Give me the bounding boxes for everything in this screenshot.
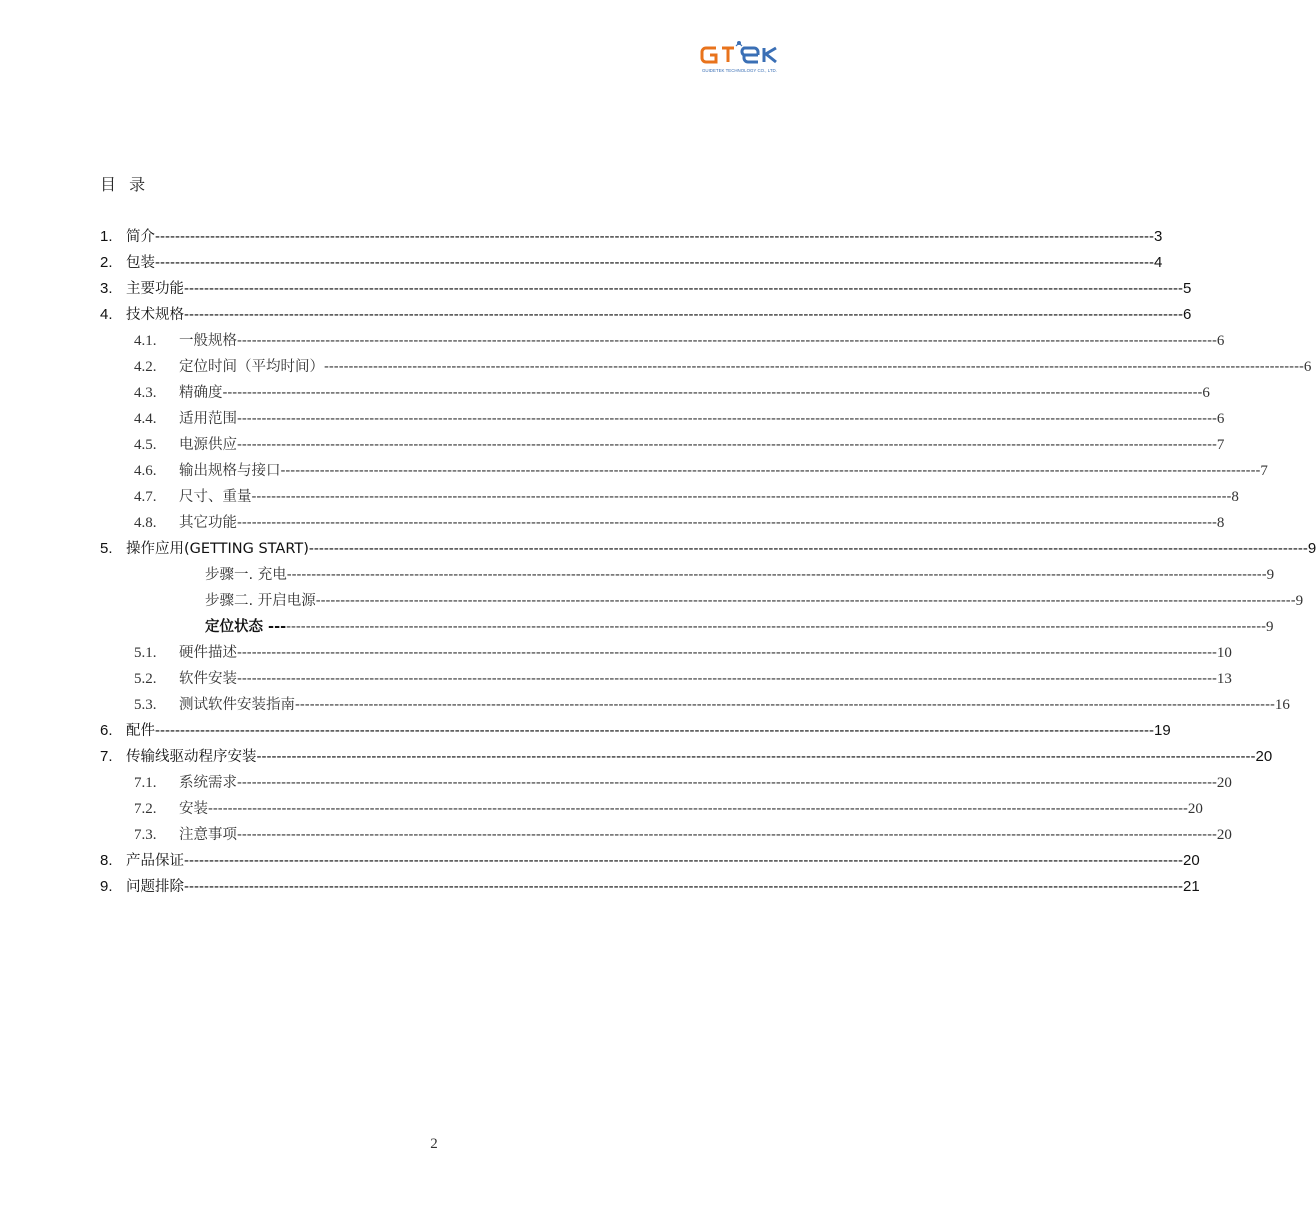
toc-entry-title: 软件安装 xyxy=(179,671,237,687)
toc-entry-title: 产品保证 xyxy=(126,853,184,869)
gtek-logo-icon xyxy=(700,38,800,78)
dot-leader: -------------------------------------------------------------------------------------------------------------------------------------------------------------------------------------------------------- xyxy=(251,489,1232,505)
toc-entry-title: 步骤一. 充电 xyxy=(205,567,287,583)
toc-entry-page: 6 xyxy=(1216,411,1225,427)
dot-leader: -------------------------------------------------------------------------------------------------------------------------------------------------------------------------------------------------------- xyxy=(155,254,1155,271)
toc-entry-title: 安装 xyxy=(179,801,208,817)
toc-entry[interactable] xyxy=(100,458,1268,484)
toc-entry-title: 其它功能 xyxy=(179,515,237,531)
toc-entry-title: 定位时间（平均时间） xyxy=(179,359,324,375)
toc-entry-title: 主要功能 xyxy=(126,281,184,297)
toc-entry-number: 7.2. xyxy=(134,801,157,817)
toc-entry-page: 19 xyxy=(1154,722,1171,739)
toc-entry-number: 4.3. xyxy=(134,385,157,401)
toc-entry-title: 简介 xyxy=(126,229,155,245)
dot-leader: -------------------------------------------------------------------------------------------------------------------------------------------------------------------------------------------------------- xyxy=(237,645,1217,661)
toc-entry-number: 3. xyxy=(100,280,113,297)
page-number: 2 xyxy=(430,1136,438,1152)
toc-entry-title: 一般规格 xyxy=(179,333,237,349)
toc-entry-page: 13 xyxy=(1216,671,1232,687)
toc-entry-number: 6. xyxy=(100,722,113,739)
dot-leader: -------------------------------------------------------------------------------------------------------------------------------------------------------------------------------------------------------- xyxy=(155,228,1155,245)
dot-leader: -------------------------------------------------------------------------------------------------------------------------------------------------------------------------------------------------------- xyxy=(324,359,1304,375)
toc-entry-title: 适用范围 xyxy=(179,411,237,427)
toc-entry[interactable] xyxy=(100,848,1200,874)
toc-entry-number: 4.5. xyxy=(134,437,157,453)
toc-entry[interactable] xyxy=(100,432,1225,458)
toc-entry[interactable] xyxy=(100,302,1192,328)
toc-entry[interactable] xyxy=(100,562,1275,588)
toc-entry-number: 5.2. xyxy=(134,671,157,687)
toc-entry-number: 7.3. xyxy=(134,827,157,843)
toc-entry[interactable] xyxy=(100,588,1304,614)
toc-entry-title: 电源供应 xyxy=(179,437,237,453)
dot-leader: -------------------------------------------------------------------------------------------------------------------------------------------------------------------------------------------------------- xyxy=(208,801,1188,817)
toc-entry-title: 定位状态 --- xyxy=(205,619,287,635)
dot-leader: -------------------------------------------------------------------------------------------------------------------------------------------------------------------------------------------------------- xyxy=(237,333,1217,349)
toc-entry[interactable] xyxy=(100,874,1200,900)
dot-leader: -------------------------------------------------------------------------------------------------------------------------------------------------------------------------------------------------------- xyxy=(237,827,1217,843)
toc-entry[interactable] xyxy=(100,770,1232,796)
dot-leader: -------------------------------------------------------------------------------------------------------------------------------------------------------------------------------------------------------- xyxy=(184,878,1184,895)
toc-entry-page: 7 xyxy=(1216,437,1225,453)
toc-entry-title: 操作应用(GETTING START) xyxy=(126,541,309,557)
toc-entry-title: 配件 xyxy=(126,723,155,739)
toc-entry[interactable] xyxy=(100,614,1274,640)
toc-entry-page: 20 xyxy=(1183,852,1200,869)
toc-entry-page: 6 xyxy=(1216,333,1225,349)
toc-entry-page: 21 xyxy=(1183,878,1200,895)
dot-leader: -------------------------------------------------------------------------------------------------------------------------------------------------------------------------------------------------------- xyxy=(237,411,1217,427)
toc-entry-page: 6 xyxy=(1183,306,1192,323)
dot-leader: -------------------------------------------------------------------------------------------------------------------------------------------------------------------------------------------------------- xyxy=(237,671,1217,687)
dot-leader: -------------------------------------------------------------------------------------------------------------------------------------------------------------------------------------------------------- xyxy=(155,722,1155,739)
toc-entry[interactable] xyxy=(100,822,1232,848)
toc-entry[interactable] xyxy=(100,692,1290,718)
toc-entry-title: 步骤二. 开启电源 xyxy=(205,593,316,609)
company-logo xyxy=(700,38,800,78)
toc-entry[interactable] xyxy=(100,718,1171,744)
toc-entry[interactable] xyxy=(100,354,1312,380)
toc-entry-title: 输出规格与接口 xyxy=(179,463,281,479)
toc-entry-page: 6 xyxy=(1202,385,1210,401)
dot-leader: -------------------------------------------------------------------------------------------------------------------------------------------------------------------------------------------------------- xyxy=(280,463,1261,479)
toc-entry-number: 4.1. xyxy=(134,333,157,349)
toc-entry-page: 9 xyxy=(1266,567,1275,583)
toc-entry-title: 技术规格 xyxy=(126,307,184,323)
toc-entry-page: 8 xyxy=(1231,489,1239,505)
dot-leader: -------------------------------------------------------------------------------------------------------------------------------------------------------------------------------------------------------- xyxy=(256,748,1256,765)
toc-entry-number: 5. xyxy=(100,540,113,557)
toc-entry-page: 20 xyxy=(1187,801,1203,817)
toc-entry[interactable] xyxy=(100,484,1239,510)
toc-entry-number: 4. xyxy=(100,306,113,323)
toc-entry-page: 20 xyxy=(1216,827,1232,843)
dot-leader: -------------------------------------------------------------------------------------------------------------------------------------------------------------------------------------------------------- xyxy=(295,697,1275,713)
toc-title: 目 录 xyxy=(100,175,150,194)
toc-entry-title: 尺寸、重量 xyxy=(179,489,252,505)
toc-entry-title: 问题排除 xyxy=(126,879,184,895)
toc-entry-page: 10 xyxy=(1216,645,1232,661)
toc-entry-number: 5.3. xyxy=(134,697,157,713)
toc-entry[interactable] xyxy=(100,666,1232,692)
dot-leader: -------------------------------------------------------------------------------------------------------------------------------------------------------------------------------------------------------- xyxy=(286,567,1267,583)
toc-entry-number: 2. xyxy=(100,254,113,271)
toc-entry[interactable] xyxy=(100,796,1203,822)
toc-entry-page: 9 xyxy=(1307,540,1316,557)
toc-entry-number: 9. xyxy=(100,878,113,895)
toc-entry-number: 1. xyxy=(100,228,113,245)
toc-entry-title: 系统需求 xyxy=(179,775,237,791)
toc-entry-page: 8 xyxy=(1216,515,1225,531)
dot-leader: -------------------------------------------------------------------------------------------------------------------------------------------------------------------------------------------------------- xyxy=(222,385,1203,401)
svg-text:GUIDETEK TECHNOLOGY CO., LTD.: GUIDETEK TECHNOLOGY CO., LTD. xyxy=(702,68,777,73)
toc-entry-number: 4.4. xyxy=(134,411,157,427)
toc-entry[interactable] xyxy=(100,536,1316,562)
toc-entry[interactable] xyxy=(100,250,1163,276)
toc-entry[interactable] xyxy=(100,640,1232,666)
toc-entry-title: 测试软件安装指南 xyxy=(179,697,295,713)
dot-leader: -------------------------------------------------------------------------------------------------------------------------------------------------------------------------------------------------------- xyxy=(237,437,1217,453)
toc-entry[interactable] xyxy=(100,276,1192,302)
dot-leader: -------------------------------------------------------------------------------------------------------------------------------------------------------------------------------------------------------- xyxy=(237,775,1217,791)
dot-leader: -------------------------------------------------------------------------------------------------------------------------------------------------------------------------------------------------------- xyxy=(184,280,1184,297)
dot-leader: -------------------------------------------------------------------------------------------------------------------------------------------------------------------------------------------------------- xyxy=(315,593,1296,609)
dot-leader: -------------------------------------------------------------------------------------------------------------------------------------------------------------------------------------------------------- xyxy=(308,540,1308,557)
dot-leader: -------------------------------------------------------------------------------------------------------------------------------------------------------------------------------------------------------- xyxy=(237,515,1217,531)
toc-entry-title: 精确度 xyxy=(179,385,223,401)
dot-leader: -------------------------------------------------------------------------------------------------------------------------------------------------------------------------------------------------------- xyxy=(184,852,1184,869)
toc-entry-page: 20 xyxy=(1255,748,1273,765)
toc-entry-page: 9 xyxy=(1266,619,1274,635)
toc-entry-number: 4.7. xyxy=(134,489,157,505)
toc-entry-number: 5.1. xyxy=(134,645,157,661)
toc-entry-title: 硬件描述 xyxy=(179,645,237,661)
table-of-contents xyxy=(100,224,1316,900)
toc-entry-number: 7. xyxy=(100,748,113,765)
toc-entry-title: 传输线驱动程序安装 xyxy=(126,749,257,765)
toc-entry-title: 注意事项 xyxy=(179,827,237,843)
dot-leader: -------------------------------------------------------------------------------------------------------------------------------------------------------------------------------------------------------- xyxy=(184,306,1184,323)
toc-entry-page: 5 xyxy=(1183,280,1192,297)
toc-entry-page: 3 xyxy=(1154,228,1163,245)
toc-entry-title: 包装 xyxy=(126,255,155,271)
toc-entry-page: 16 xyxy=(1274,697,1290,713)
toc-entry-page: 7 xyxy=(1260,463,1268,479)
toc-entry[interactable] xyxy=(100,224,1163,250)
toc-entry[interactable] xyxy=(100,510,1225,536)
toc-entry-number: 7.1. xyxy=(134,775,157,791)
toc-entry[interactable] xyxy=(100,328,1225,354)
toc-entry-number: 4.2. xyxy=(134,359,157,375)
toc-entry-number: 4.6. xyxy=(134,463,157,479)
toc-entry-number: 8. xyxy=(100,852,113,869)
toc-entry[interactable] xyxy=(100,380,1210,406)
toc-entry-page: 4 xyxy=(1154,254,1163,271)
toc-entry-page: 9 xyxy=(1295,593,1304,609)
toc-entry[interactable] xyxy=(100,744,1273,770)
toc-entry-page: 6 xyxy=(1303,359,1312,375)
toc-entry-page: 20 xyxy=(1216,775,1232,791)
dot-leader: -------------------------------------------------------------------------------------------------------------------------------------------------------------------------------------------------------- xyxy=(286,619,1266,635)
toc-entry[interactable] xyxy=(100,406,1225,432)
toc-entry-number: 4.8. xyxy=(134,515,157,531)
